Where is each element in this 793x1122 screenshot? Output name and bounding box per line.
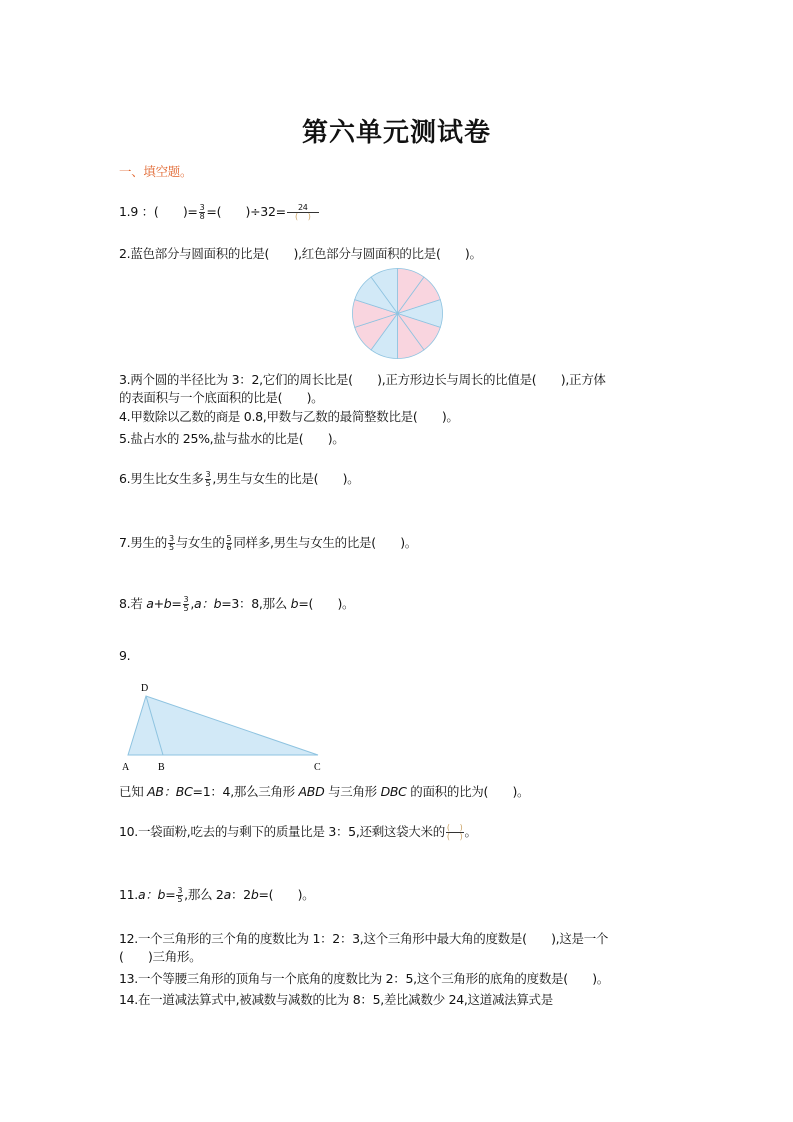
- q10-text: 10.一袋面粉,吃去的与剩下的质量比是 3：5,还剩这袋大米的: [119, 824, 445, 839]
- q9-expr: DBC: [380, 784, 407, 799]
- q8-expr: b: [290, 596, 299, 611]
- q9-text: 的面积的比为( )。: [406, 784, 530, 799]
- numerator: 3: [177, 886, 183, 895]
- q11-text: =: [165, 887, 176, 902]
- fraction: [176, 887, 183, 904]
- numerator: 5: [226, 534, 232, 543]
- fraction: [205, 471, 212, 488]
- denominator-blank: ( ): [446, 832, 463, 841]
- question-6: [119, 469, 359, 488]
- fraction: [199, 204, 206, 221]
- q11-text: 11.: [119, 887, 138, 902]
- denominator: 5: [168, 543, 174, 552]
- label-c: C: [314, 762, 321, 773]
- q9-expr: AB：BC: [147, 784, 193, 799]
- fraction: [183, 596, 190, 613]
- question-9: [119, 782, 529, 800]
- q1-text: 1.9 ：( )=: [119, 204, 198, 219]
- page-title: 第六单元测试卷: [301, 118, 491, 148]
- fraction: [168, 535, 175, 552]
- q11-text: ：2: [230, 887, 251, 902]
- denominator: 5: [177, 895, 183, 904]
- question-12-line1: 12.一个三角形的三个角的度数比为 1：2：3,这个三角形中最大角的度数是( ),这是一个: [119, 931, 609, 946]
- denominator: 8: [199, 212, 205, 221]
- fraction-blank: [287, 204, 319, 221]
- denominator-blank[interactable]: ( ): [294, 212, 311, 221]
- q11-expr: b: [250, 887, 259, 902]
- q9-text: =1：4,那么三角形: [192, 784, 299, 799]
- q8-text: 8.若: [119, 596, 147, 611]
- question-8: [119, 594, 354, 613]
- question-5: 5.盐占水的 25%,盐与盐水的比是( )。: [119, 431, 345, 446]
- q11-expr: a：b: [137, 887, 166, 902]
- question-14: 14.在一道减法算式中,被减数与减数的比为 8：5,差比减数少 24,这道减法算式是: [119, 992, 553, 1007]
- denominator: 5: [205, 479, 211, 488]
- numerator: 3: [205, 470, 211, 479]
- q10-text: 。: [464, 824, 477, 839]
- numerator: 3: [168, 534, 174, 543]
- question-4: 4.甲数除以乙数的商是 0.8,甲数与乙数的最简整数比是( )。: [119, 409, 459, 424]
- question-13: 13.一个等腰三角形的顶角与一个底角的度数比为 2：5,这个三角形的底角的度数是( )。: [119, 971, 609, 986]
- numerator-blank: ( ): [446, 823, 463, 832]
- pie-circle-diagram: [350, 266, 445, 361]
- q8-text: =( )。: [298, 596, 355, 611]
- label-d: D: [141, 683, 149, 694]
- denominator: 5: [183, 604, 189, 613]
- question-10: [119, 822, 477, 841]
- question-1: [119, 202, 320, 221]
- triangle-diagram: [118, 678, 333, 778]
- question-11: [119, 885, 314, 904]
- question-3-line1: 3.两个圆的半径比为 3：2,它们的周长比是( ),正方形边长与周长的比值是( ),正方体: [119, 372, 606, 387]
- fraction-blank[interactable]: [446, 824, 464, 841]
- denominator: 6: [226, 543, 232, 552]
- q9-expr: ABD: [298, 784, 325, 799]
- q8-expr: a：b: [194, 596, 222, 611]
- section-heading: 一、填空题。: [119, 164, 193, 179]
- q6-text: ,男生与女生的比是( )。: [212, 471, 360, 486]
- label-a: A: [122, 762, 130, 773]
- q1-text: =( )÷32=: [206, 204, 286, 219]
- question-3-line2: 的表面积与一个底面积的比是( )。: [119, 390, 324, 405]
- q8-text: ,: [190, 596, 195, 611]
- q11-expr: a: [223, 887, 231, 902]
- q7-text: 同样多,男生与女生的比是( )。: [233, 535, 417, 550]
- q6-text: 6.男生比女生多: [119, 471, 204, 486]
- label-b: B: [158, 762, 165, 773]
- q7-text: 7.男生的: [119, 535, 167, 550]
- q8-expr: a+b=: [146, 596, 182, 611]
- numerator: 24: [287, 204, 319, 213]
- question-7: [119, 533, 417, 552]
- q11-text: ,那么 2: [184, 887, 224, 902]
- q7-text: 与女生的: [175, 535, 225, 550]
- numerator: 3: [183, 595, 189, 604]
- q8-text: =3：8,那么: [221, 596, 291, 611]
- question-2: 2.蓝色部分与圆面积的比是( ),红色部分与圆面积的比是( )。: [119, 246, 482, 261]
- q9-text: 与三角形: [324, 784, 381, 799]
- q9-text: 已知: [119, 784, 148, 799]
- q11-text: =( )。: [258, 887, 315, 902]
- fraction: [226, 535, 233, 552]
- triangle-abc: [128, 696, 318, 755]
- question-9-number: 9.: [119, 648, 131, 663]
- numerator: 3: [199, 203, 205, 212]
- question-12-line2: ( )三角形。: [119, 949, 202, 964]
